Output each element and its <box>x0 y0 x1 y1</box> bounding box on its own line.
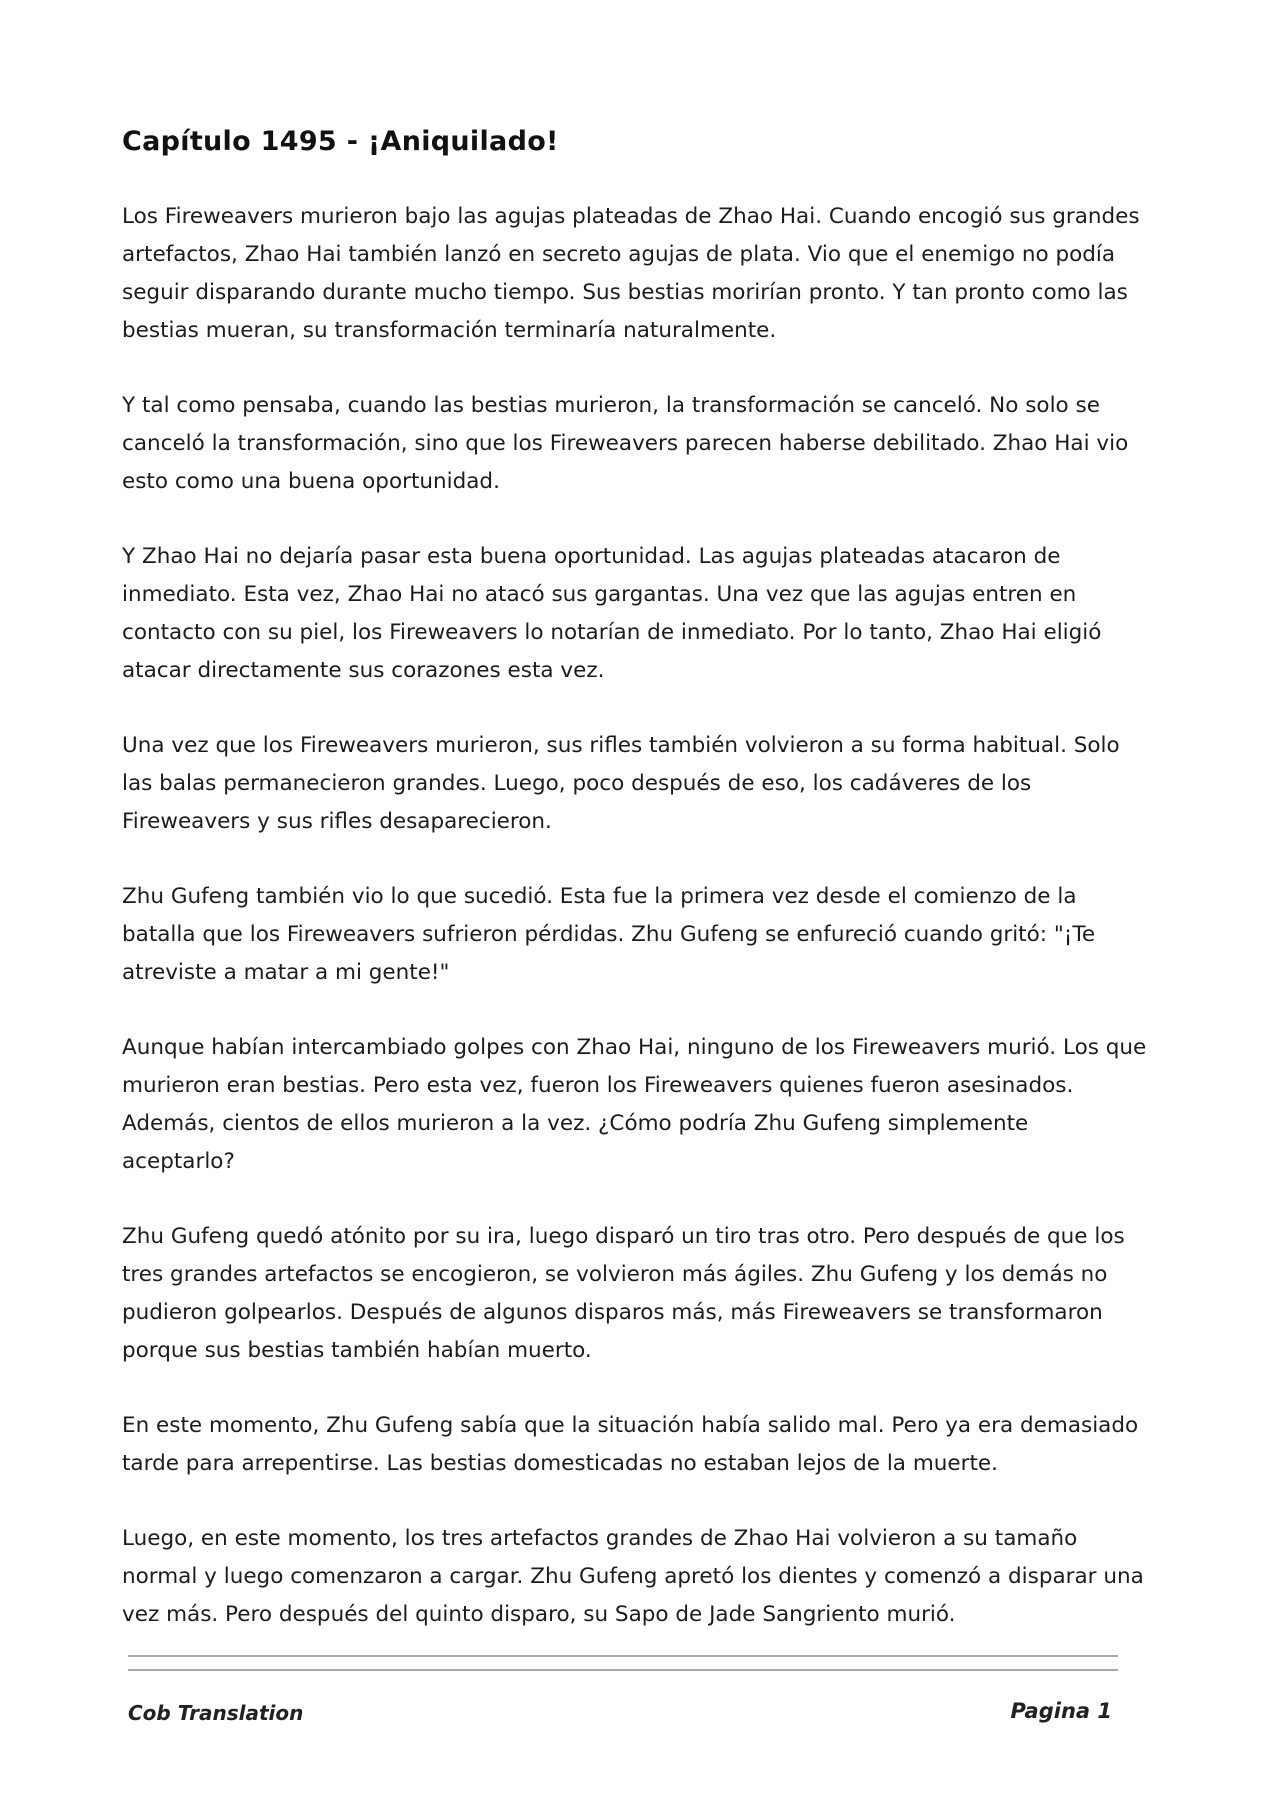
chapter-title: Capítulo 1495 - ¡Aniquilado! <box>122 126 559 157</box>
footer-divider-bottom <box>128 1669 1118 1671</box>
footer-translator: Cob Translation <box>128 1701 304 1725</box>
paragraph: En este momento, Zhu Gufeng sabía que la situación había salido mal. Pero ya era demasiado tarde para arrepentirse. Las bestias domesticadas no estaban lejos de la muerte. <box>122 1413 1139 1476</box>
chapter-body <box>122 198 1147 1671</box>
paragraph: Luego, en este momento, los tres artefactos grandes de Zhao Hai volvieron a su tamaño normal y luego comenzaron a cargar. Zhu Gufeng apretó los dientes y comenzó a disparar una vez más. Pero después del quinto disparo, su Sapo de Jade Sangriento murió. <box>122 1526 1144 1627</box>
paragraph: Y Zhao Hai no dejaría pasar esta buena oportunidad. Las agujas plateadas atacaron de inmediato. Esta vez, Zhao Hai no atacó sus gargantas. Una vez que las agujas entren en contacto con su piel, los Fireweavers lo notarían de inmediato. Por lo tanto, Zhao Hai eligió atacar directamente sus corazones esta vez. <box>122 544 1102 683</box>
paragraph: Y tal como pensaba, cuando las bestias murieron, la transformación se canceló. No solo se canceló la transformación, sino que los Fireweavers parecen haberse debilitado. Zhao Hai vio esto como una buena oportunidad. <box>122 393 1129 494</box>
paragraph: Una vez que los Fireweavers murieron, sus rifles también volvieron a su forma habitual. Solo las balas permanecieron grandes. Luego, poco después de eso, los cadáveres de los Fireweavers y sus rifles desaparecieron. <box>122 733 1120 834</box>
paragraph: Zhu Gufeng también vio lo que sucedió. Esta fue la primera vez desde el comienzo de la batalla que los Fireweavers sufrieron pérdidas. Zhu Gufeng se enfureció cuando gritó: "¡Te atreviste a matar a mi gente!" <box>122 884 1096 985</box>
footer-divider-top <box>128 1655 1118 1657</box>
paragraph: Los Fireweavers murieron bajo las agujas plateadas de Zhao Hai. Cuando encogió sus grandes artefactos, Zhao Hai también lanzó en secreto agujas de plata. Vio que el enemigo no podía seguir disparando durante mucho tiempo. Sus bestias morirían pronto. Y tan pronto como las bestias mueran, su transformación terminaría naturalmente. <box>122 204 1140 343</box>
paragraph: Zhu Gufeng quedó atónito por su ira, luego disparó un tiro tras otro. Pero después de que los tres grandes artefactos se encogieron, se volvieron más ágiles. Zhu Gufeng y los demás no pudieron golpearlos. Después de algunos disparos más, más Fireweavers se transformaron porque sus bestias también habían muerto. <box>122 1224 1125 1363</box>
footer-page-number: Pagina 1 <box>1010 1699 1112 1723</box>
paragraph: Aunque habían intercambiado golpes con Zhao Hai, ninguno de los Fireweavers murió. Los que murieron eran bestias. Pero esta vez, fueron los Fireweavers quienes fueron asesinados. Además, cientos de ellos murieron a la vez. ¿Cómo podría Zhu Gufeng simplemente aceptarlo? <box>122 1035 1147 1174</box>
